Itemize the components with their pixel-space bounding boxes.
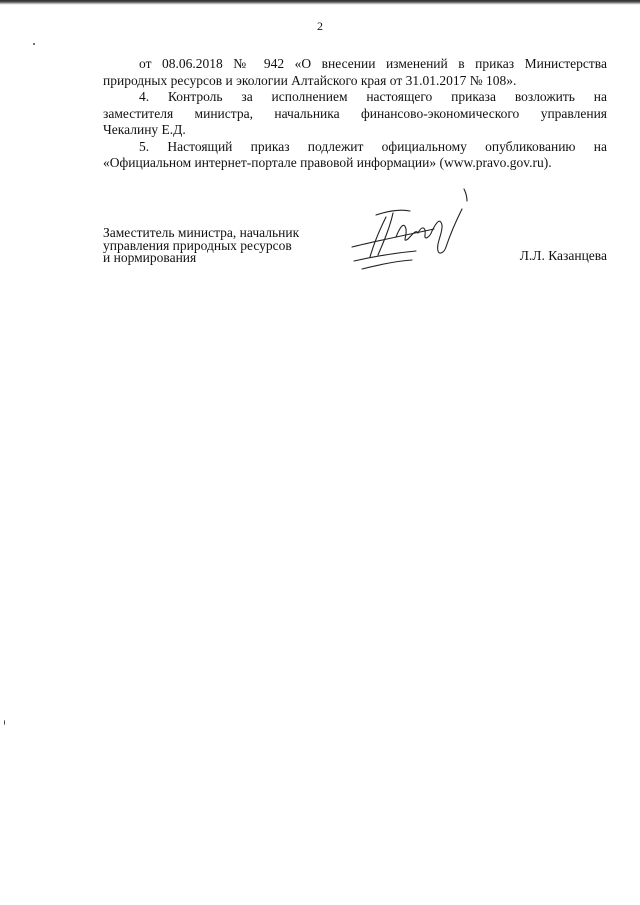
paragraph-item-4-cont	[103, 106, 607, 123]
scan-edge	[0, 0, 640, 5]
text-line: природных ресурсов и экологии Алтайского края от 31.01.2017 № 108».	[103, 72, 517, 88]
text-line: 5. Настоящий приказ подлежит официальному опубликованию на	[139, 138, 607, 154]
text-line: Чекалину Е.Д.	[103, 122, 186, 137]
paragraph-item-5	[103, 139, 607, 156]
signer-position	[103, 227, 343, 265]
signer-position-line: и нормирования	[103, 250, 197, 265]
paragraph-order-reference-cont	[103, 73, 607, 90]
text-line: заместителя министра, начальника финансово-экономического управления	[103, 105, 607, 121]
signer-name: Л.Л. Казанцева	[519, 248, 607, 263]
scan-speck	[4, 720, 5, 725]
text-line: от 08.06.2018 № 942 «О внесении изменений в приказ Министерства	[139, 56, 607, 71]
signature-block	[103, 227, 607, 287]
scan-speck	[33, 43, 35, 45]
text-line: «Официальном интернет-портале правовой информации» (www.pravo.gov.ru).	[103, 155, 552, 170]
paragraph-item-4-end	[103, 122, 607, 139]
text-line: 4. Контроль за исполнением настоящего приказа возложить на	[139, 89, 607, 104]
paragraph-item-5-end	[103, 155, 607, 172]
handwritten-signature	[346, 181, 476, 281]
signer-position-line: управления природных ресурсов	[103, 237, 292, 253]
page-number: 2	[317, 19, 323, 33]
document-body	[103, 56, 607, 172]
paragraph-item-4	[103, 89, 607, 106]
paragraph-order-reference	[103, 56, 607, 73]
signer-position-line: Заместитель министра, начальник	[103, 225, 300, 240]
